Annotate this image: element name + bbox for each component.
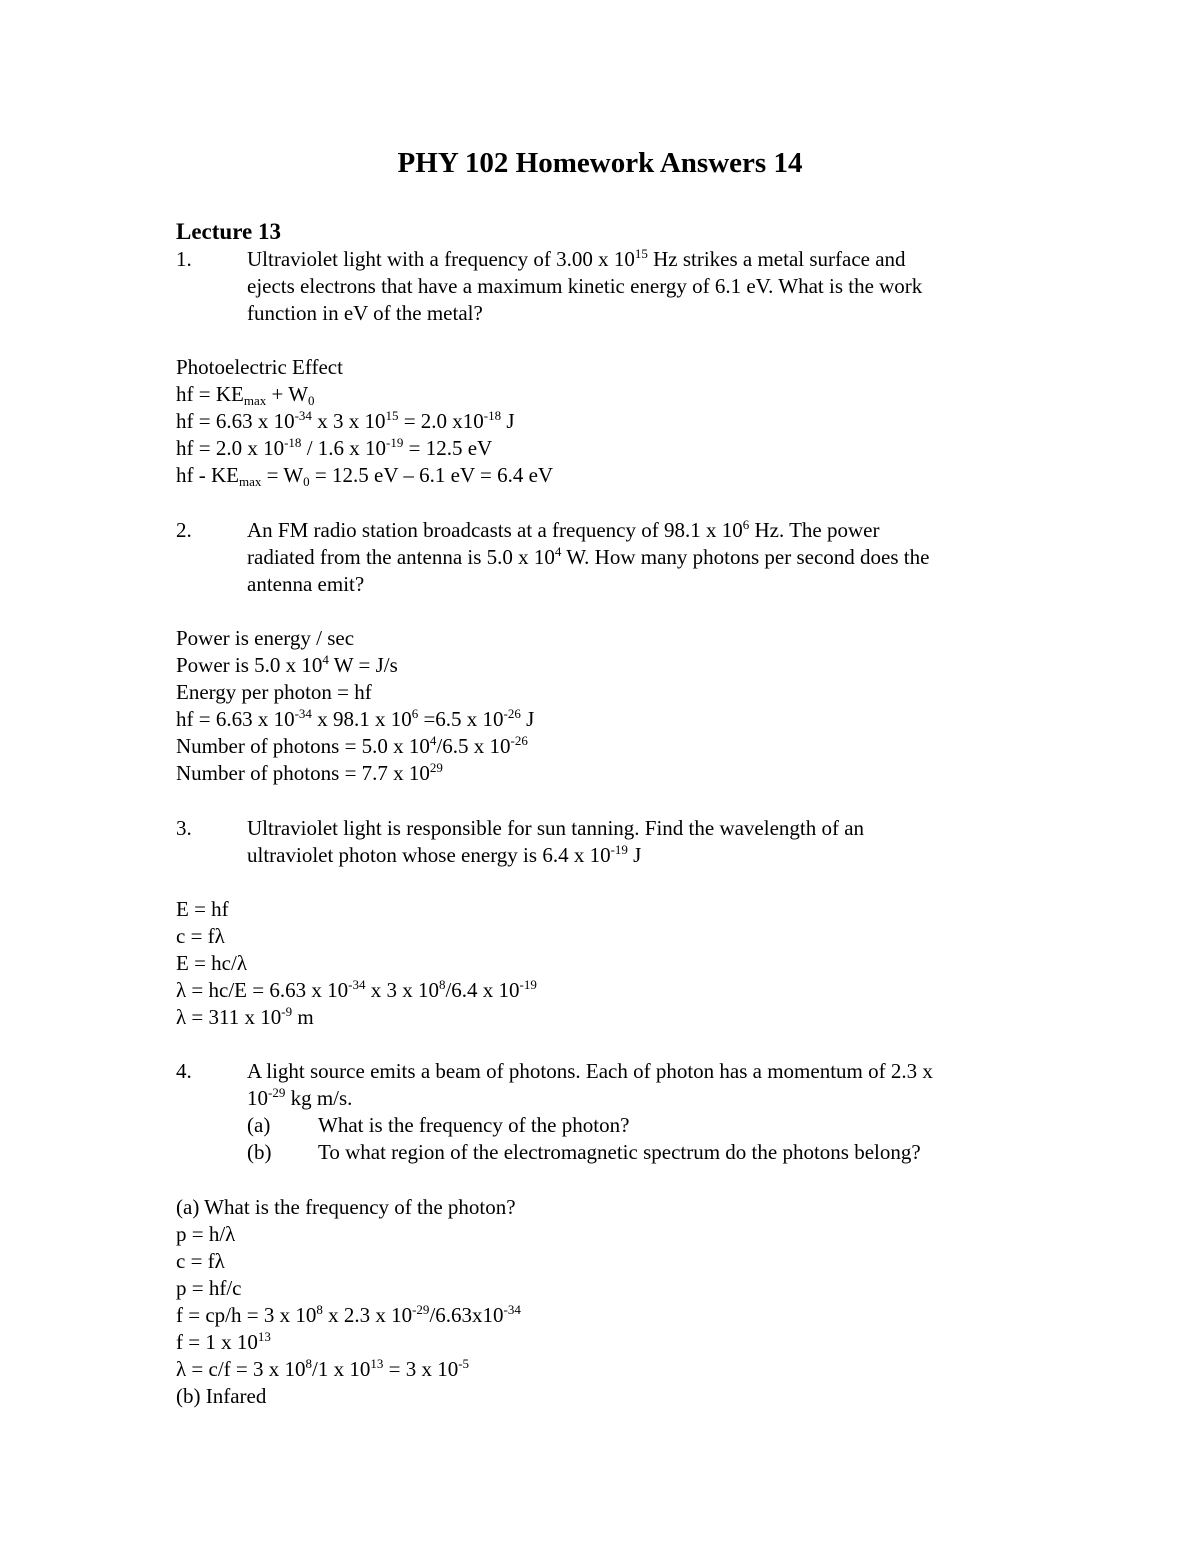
answer-line: Photoelectric Effect — [176, 355, 343, 379]
question-number: 4. — [176, 1059, 192, 1083]
subpart-label: (a) — [247, 1113, 271, 1137]
question-line: A light source emits a beam of photons. Each of photon has a momentum of 2.3 x — [247, 1059, 933, 1083]
answer-line: E = hc/λ — [176, 951, 248, 975]
question-line: antenna emit? — [247, 572, 365, 596]
question-text — [247, 815, 1036, 869]
question-line: $10^{-29}$ kg m/s. — [247, 1085, 353, 1110]
lecture-heading: Lecture 13 — [176, 219, 281, 244]
answer-2 — [176, 625, 1056, 787]
subpart-b — [247, 1139, 1036, 1166]
answer-line: p = hf/c — [176, 1276, 242, 1300]
answer-3 — [176, 896, 1056, 1031]
question-text — [247, 517, 1036, 598]
answer-line: p = h/λ — [176, 1222, 236, 1246]
answer-line: Number of photons = 7.7 x $10^{29}$ — [176, 760, 443, 785]
question-line: function in eV of the metal? — [247, 301, 483, 325]
subpart-label: (b) — [247, 1140, 272, 1164]
question-number: 2. — [176, 518, 192, 542]
answer-line: E = hf — [176, 897, 229, 921]
answer-line: Power is energy / sec — [176, 626, 355, 650]
answer-line: (a) What is the frequency of the photon? — [176, 1195, 516, 1219]
page-title: PHY 102 Homework Answers 14 — [397, 147, 803, 179]
answer-line: Energy per photon = hf — [176, 680, 372, 704]
subpart-text: To what region of the electromagnetic spectrum do the photons belong? — [318, 1140, 921, 1164]
answer-1 — [176, 354, 1056, 489]
answer-line: hf = $KE_{max} + W_0$ — [176, 382, 315, 408]
question-line: Ultraviolet light is responsible for sun tanning. Find the wavelength of an — [247, 816, 865, 840]
question-number: 1. — [176, 247, 192, 271]
answer-line: c = fλ — [176, 924, 225, 948]
answer-line: λ = 311 x $10^{-9}$ m — [176, 1004, 314, 1029]
subpart-text: What is the frequency of the photon? — [318, 1113, 630, 1137]
answer-line: hf = 2.0 x $10^{-18} / 1.6$ x $10^{-19} = 12.5$ eV — [176, 435, 493, 460]
answer-line: λ = hc/E = 6.63 x $10^{-34}$ x 3 x $10^8/6.4$ x $10^{-19}$ — [176, 977, 537, 1002]
answer-line: f = 1 x $10^{13}$ — [176, 1329, 271, 1354]
answer-line: hf = 6.63 x $10^{-34}$ x 98.1 x $10^6 =6.5$ x $10^{-26}$ J — [176, 706, 535, 731]
question-line: Ultraviolet light with a frequency of 3.00 x $10^{15}$ Hz strikes a metal surface and — [247, 246, 906, 271]
question-1 — [176, 246, 1036, 327]
answer-line: f = cp/h = 3 x $10^8$ x 2.3 x $10^{-29}/6.63x10^{-34}$ — [176, 1302, 521, 1327]
question-3 — [176, 815, 1036, 869]
question-text — [247, 1058, 1036, 1166]
question-line: radiated from the antenna is 5.0 x $10^4$ W. How many photons per second does the — [247, 544, 930, 569]
answer-line: (b) Infared — [176, 1384, 267, 1408]
subpart-a — [247, 1112, 1036, 1139]
answer-4 — [176, 1194, 1056, 1410]
answer-line: λ = c/f = 3 x $10^8/1$ x $10^{13} = 3$ x $10^{-5}$ — [176, 1356, 470, 1381]
answer-line: hf = 6.63 x $10^{-34}$ x 3 x $10^{15} = 2.0$ $x10^{-18}$ J — [176, 408, 515, 433]
answer-line: hf - $KE_{max} = W_0 = 12.5$ eV – 6.1 eV = 6.4 eV — [176, 463, 554, 489]
question-number: 3. — [176, 816, 192, 840]
question-line: ejects electrons that have a maximum kinetic energy of 6.1 eV. What is the work — [247, 274, 923, 298]
question-line: ultraviolet photon whose energy is 6.4 x $10^{-19}$ J — [247, 842, 642, 867]
answer-line: c = fλ — [176, 1249, 225, 1273]
answer-line: Number of photons = 5.0 x $10^4/6.5$ x $10^{-26}$ — [176, 733, 528, 758]
question-4 — [176, 1058, 1036, 1166]
question-2 — [176, 517, 1036, 598]
question-text — [247, 246, 1036, 327]
answer-line: Power is 5.0 x $10^4$ W = J/s — [176, 652, 398, 677]
question-line: An FM radio station broadcasts at a frequency of 98.1 x $10^6$ Hz. The power — [247, 517, 880, 542]
